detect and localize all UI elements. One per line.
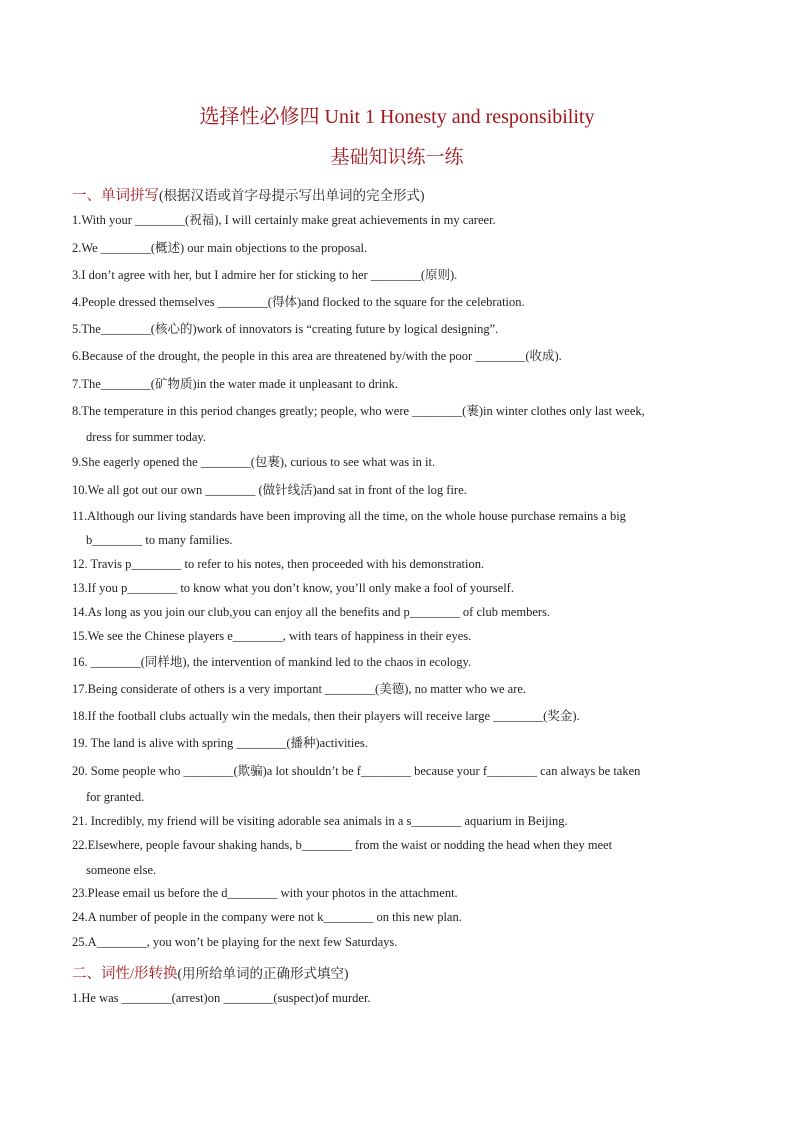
question-5: 5.The________(核心的)work of innovators is “creating future by logical designing”. [72, 322, 499, 336]
question-8: 8.The temperature in this period changes greatly; people, who were ________(裹)in winter clothes only last week, [72, 404, 645, 418]
question-12: 12. Travis p________ to refer to his notes, then proceeded with his demonstration. [72, 557, 485, 571]
question-11-continuation: b________ to many families. [86, 533, 233, 547]
question-2: 2.We ________(概述) our main objections to the proposal. [72, 241, 368, 255]
question-20-continuation: for granted. [86, 790, 145, 804]
question-22: 22.Elsewhere, people favour shaking hands, b________ from the waist or nodding the head when they meet [72, 838, 613, 852]
section-1-instruction: (根据汉语或首字母提示写出单词的完全形式) [159, 188, 425, 203]
question-13: 13.If you p________ to know what you don’t know, you’ll only make a fool of yourself. [72, 581, 514, 595]
question-3: 3.I don’t agree with her, but I admire her for sticking to her ________(原则). [72, 268, 458, 282]
section-2-heading [72, 964, 349, 984]
section-2-title: 二、词性/形转换 [72, 966, 178, 982]
page-title: 选择性必修四 Unit 1 Honesty and responsibility [199, 106, 595, 128]
question-18: 18.If the football clubs actually win the medals, then their players will receive large ________(奖金). [72, 709, 580, 723]
question-6: 6.Because of the drought, the people in this area are threatened by/with the poor ________(收成). [72, 349, 562, 363]
question-24: 24.A number of people in the company were not k________ on this new plan. [72, 910, 462, 924]
question-1: 1.With your ________(祝福), I will certainly make great achievements in my career. [72, 213, 496, 227]
section-1-title: 一、单词拼写 [72, 188, 159, 204]
question-9: 9.She eagerly opened the ________(包裹), curious to see what was in it. [72, 455, 436, 469]
question-20: 20. Some people who ________(欺骗)a lot shouldn’t be f________ because your f________ can always be taken [72, 764, 641, 778]
question-25: 25.A________, you won’t be playing for the next few Saturdays. [72, 935, 398, 949]
question-21: 21. Incredibly, my friend will be visiting adorable sea animals in a s________ aquarium in Beijing. [72, 814, 568, 828]
question-7: 7.The________(矿物质)in the water made it unpleasant to drink. [72, 377, 398, 391]
question-16: 16. ________(同样地), the intervention of mankind led to the chaos in ecology. [72, 655, 472, 669]
question-10: 10.We all got out our own ________ (做针线活)and sat in front of the log fire. [72, 483, 467, 497]
section-2-instruction: (用所给单词的正确形式填空) [177, 966, 349, 981]
question-11: 11.Although our living standards have been improving all the time, on the whole house purchase remains a big [72, 509, 626, 523]
question-8-continuation: dress for summer today. [86, 430, 206, 444]
section-1-heading [72, 186, 425, 206]
section-2-question-1: 1.He was ________(arrest)on ________(suspect)of murder. [72, 991, 371, 1005]
question-15: 15.We see the Chinese players e________, with tears of happiness in their eyes. [72, 629, 472, 643]
question-14: 14.As long as you join our club,you can enjoy all the benefits and p________ of club members. [72, 605, 551, 619]
question-22-continuation: someone else. [86, 863, 157, 877]
question-4: 4.People dressed themselves ________(得体)and flocked to the square for the celebration. [72, 295, 525, 309]
question-23: 23.Please email us before the d________ with your photos in the attachment. [72, 886, 458, 900]
question-19: 19. The land is alive with spring ________(播种)activities. [72, 736, 368, 750]
page-subtitle: 基础知识练一练 [330, 147, 464, 168]
question-17: 17.Being considerate of others is a very important ________(美德), no matter who we are. [72, 682, 527, 696]
